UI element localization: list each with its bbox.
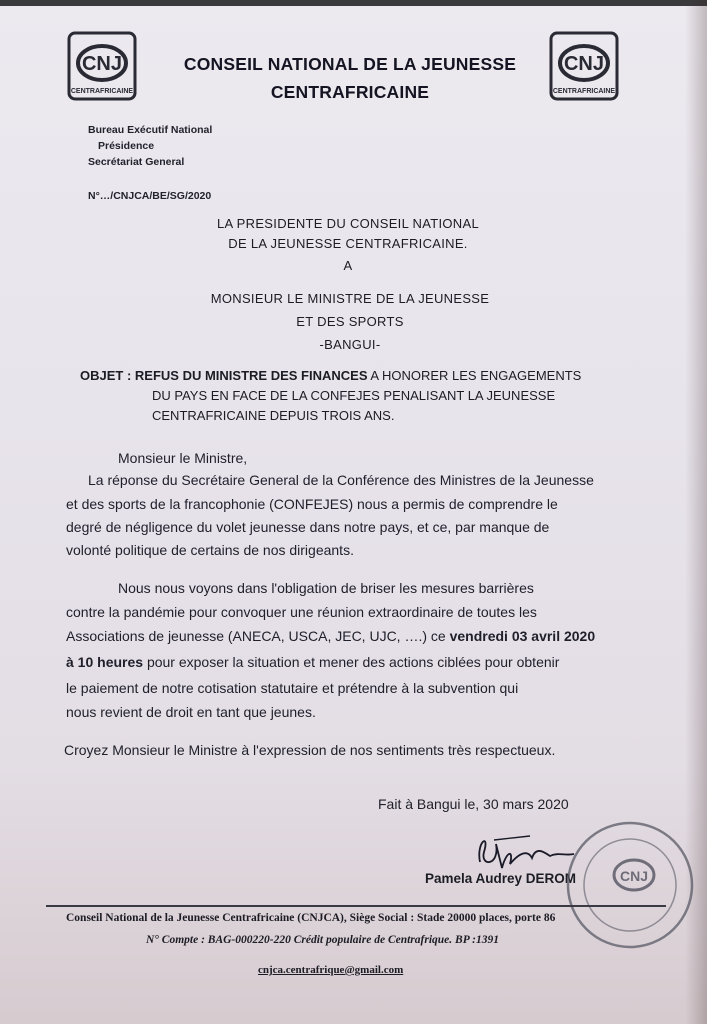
para2-line5: le paiement de notre cotisation statutaire et prétendre à la subvention qui: [66, 680, 519, 696]
official-stamp: [560, 815, 700, 955]
para2-line3: [66, 628, 595, 644]
office-line1: Bureau Exécutif National: [88, 124, 213, 136]
svg-text:CNJ: CNJ: [619, 868, 649, 884]
org-title-line1: CONSEIL NATIONAL DE LA JEUNESSE: [183, 54, 517, 74]
subject-bold: REFUS DU MINISTRE DES FINANCES: [134, 368, 368, 383]
recipient-line1: MONSIEUR LE MINISTRE DE LA JEUNESSE: [210, 291, 490, 306]
svg-text:CNJ: CNJ: [563, 53, 605, 75]
para2-line4-text: pour exposer la situation et mener des actions ciblées pour obtenir: [146, 654, 560, 670]
office-line3: Secrétariat General: [88, 156, 185, 168]
para2-line1: Nous nous voyons dans l'obligation de briser les mesures barrières: [118, 580, 534, 596]
para2-line4: [66, 654, 559, 670]
cnj-logo-left: [66, 30, 138, 102]
recipient-line3: -BANGUI-: [319, 337, 381, 352]
to-word: A: [343, 258, 353, 273]
office-line2: Présidence: [98, 140, 155, 152]
svg-text:CENTRAFRICAINE: CENTRAFRICAINE: [70, 88, 134, 95]
para1-line4: volonté politique de certains de nos dirigeants.: [66, 542, 354, 558]
subject-block: [80, 366, 640, 426]
footer-divider: [46, 905, 666, 907]
para1-line1: La réponse du Secrétaire General de la Conférence des Ministres de la Jeunesse: [88, 472, 594, 488]
subject-rest: A HONORER LES ENGAGEMENTS: [370, 368, 582, 383]
recipient-line2: ET DES SPORTS: [296, 314, 404, 329]
signatory-name: Pamela Audrey DEROM: [425, 871, 577, 886]
footer-address: Conseil National de la Jeunesse Centrafricaine (CNJCA), Siège Social : Stade 20000 places, porte 86: [66, 912, 556, 924]
sender-line1: LA PRESIDENTE DU CONSEIL NATIONAL: [216, 216, 480, 231]
svg-text:CNJ: CNJ: [81, 53, 123, 75]
meeting-date: vendredi 03 avril 2020: [449, 628, 596, 644]
reference-number: N°…/CNJCA/BE/SG/2020: [88, 190, 212, 202]
para1-line2: et des sports de la francophonie (CONFEJES) nous a permis de comprendre le: [66, 496, 558, 512]
para1-line3: degré de négligence du volet jeunesse dans notre pays, et ce, par manque de: [66, 519, 550, 535]
cnj-logo-right: [548, 30, 620, 102]
subject-line2: DU PAYS EN FACE DE LA CONFEJES PENALISANT LA JEUNESSE: [152, 388, 556, 403]
svg-text:CENTRAFRICAINE: CENTRAFRICAINE: [552, 88, 616, 95]
subject-line1: [80, 366, 640, 386]
sender-line2: DE LA JEUNESSE CENTRAFRICAINE.: [228, 236, 468, 251]
footer-account: N° Compte : BAG-000220-220 Crédit populaire de Centrafrique. BP :1391: [146, 934, 500, 946]
org-title-line2: CENTRAFRICAINE: [270, 82, 430, 102]
page-top-edge: [0, 0, 707, 6]
subject-line3: CENTRAFRICAINE DEPUIS TROIS ANS.: [152, 408, 395, 423]
closing-line: Croyez Monsieur le Ministre à l'expression de nos sentiments très respectueux.: [64, 742, 556, 758]
place-date: Fait à Bangui le, 30 mars 2020: [378, 796, 569, 812]
para2-line3-text: Associations de jeunesse (ANECA, USCA, JEC, UJC, ….) ce: [66, 628, 446, 644]
para2-line6: nous revient de droit en tant que jeunes.: [66, 704, 316, 720]
footer-email[interactable]: cnjca.centrafrique@gmail.com: [258, 964, 404, 976]
meeting-time: à 10 heures: [66, 654, 144, 670]
subject-label: OBJET :: [80, 368, 132, 383]
para2-line2: contre la pandémie pour convoquer une réunion extraordinaire de toutes les: [66, 604, 537, 620]
salutation: Monsieur le Ministre,: [118, 450, 248, 466]
